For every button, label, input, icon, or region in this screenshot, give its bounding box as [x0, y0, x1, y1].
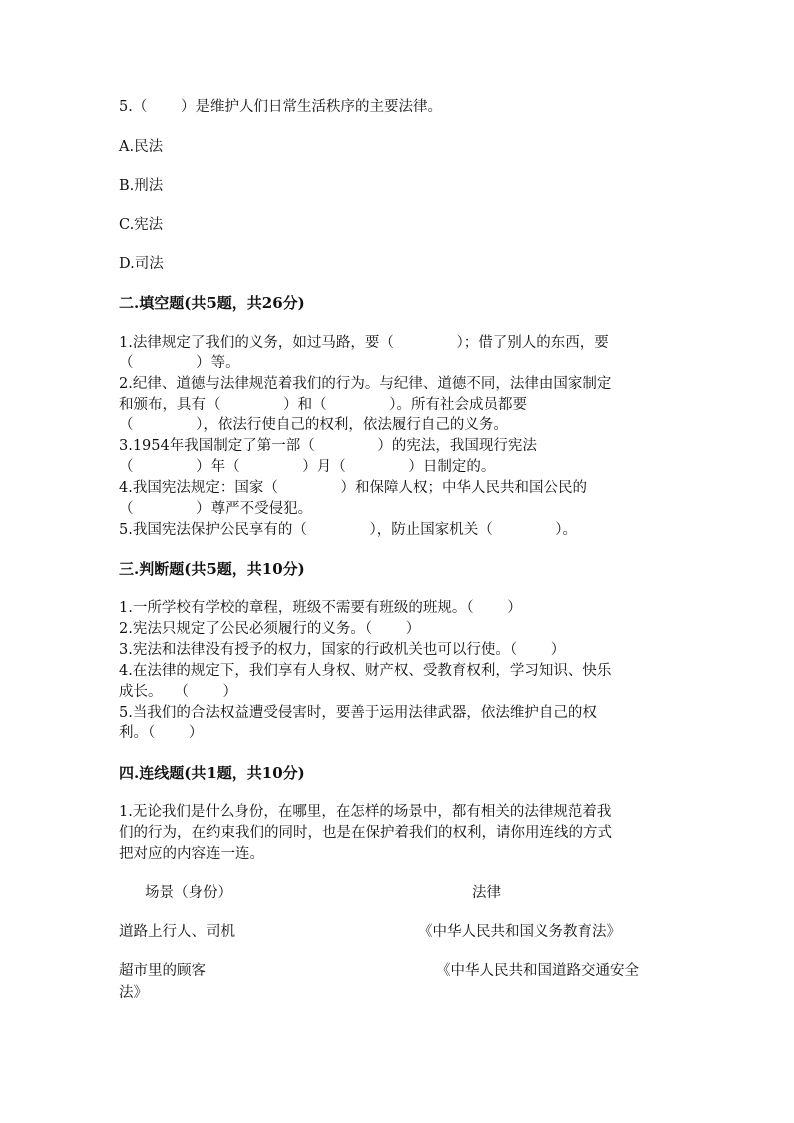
option-a: A.民法	[119, 139, 164, 155]
section-heading-matching: 四.连线题(共1题，共10分)	[119, 764, 305, 782]
fill-line: 5.我国宪法保护公民享有的（ ），防止国家机关（ ）。	[119, 522, 578, 538]
matching-right-item-1: 《中华人民共和国义务教育法》	[418, 924, 621, 940]
fill-line: （ ）等。	[119, 355, 240, 371]
judge-line: 4.在法律的规定下，我们享有人身权、财产权、受教育权利，学习知识、快乐	[119, 663, 612, 679]
option-b: B.刑法	[119, 178, 164, 194]
matching-right-item-2: 《中华人民共和国道路交通安全	[436, 963, 639, 979]
judge-line: 3.宪法和法律没有授予的权力，国家的行政机关也可以行使。（ ）	[119, 642, 566, 658]
fill-line: 1.法律规定了我们的义务，如过马路，要（ ）；借了别人的东西，要	[119, 335, 609, 351]
matching-instruction: 把对应的内容连一连。	[119, 846, 264, 862]
matching-right-header: 法律	[472, 885, 501, 901]
section-heading-fill-blank: 二.填空题(共5题，共26分)	[119, 294, 305, 312]
matching-left-header: 场景（身份）	[145, 885, 232, 901]
matching-left-item-1: 道路上行人、司机	[119, 924, 235, 940]
judge-line: 1.一所学校有学校的章程，班级不需要有班级的班规。（ ）	[119, 600, 522, 616]
option-d: D.司法	[119, 256, 164, 272]
fill-line: 4.我国宪法规定：国家（ ）和保障人权；中华人民共和国公民的	[119, 480, 587, 496]
fill-line: （ ），依法行使自己的权利，依法履行自己的义务。	[119, 417, 508, 433]
matching-right-item-2-continued: 法》	[119, 985, 148, 1001]
option-c: C.宪法	[119, 217, 164, 233]
matching-instruction: 们的行为，在约束我们的同时，也是在保护着我们的权利，请你用连线的方式	[119, 825, 612, 841]
fill-line: 2.纪律、道德与法律规范着我们的行为。与纪律、道德不同，法律由国家制定	[119, 376, 612, 392]
judge-line: 2.宪法只规定了公民必须履行的义务。（ ）	[119, 621, 421, 637]
judge-line: 5.当我们的合法权益遭受侵害时，要善于运用法律武器，依法维护自己的权	[119, 705, 597, 721]
matching-instruction: 1.无论我们是什么身份，在哪里，在怎样的场景中，都有相关的法律规范着我	[119, 804, 612, 820]
choice-question-5: 5.（ ）是维护人们日常生活秩序的主要法律。	[119, 99, 442, 115]
judge-line: 成长。 （ ）	[119, 684, 237, 700]
section-heading-judge: 三.判断题(共5题，共10分)	[119, 560, 305, 578]
fill-line: （ ）尊严不受侵犯。	[119, 501, 313, 517]
fill-line: 3.1954年我国制定了第一部（ ）的宪法，我国现行宪法	[119, 438, 537, 454]
fill-line: （ ）年（ ）月（ ）日制定的。	[119, 459, 496, 475]
judge-line: 利。（ ）	[119, 725, 204, 741]
fill-line: 和颁布，具有（ ）和（ ）。所有社会成员都要	[119, 397, 527, 413]
matching-left-item-2: 超市里的顾客	[119, 963, 206, 979]
